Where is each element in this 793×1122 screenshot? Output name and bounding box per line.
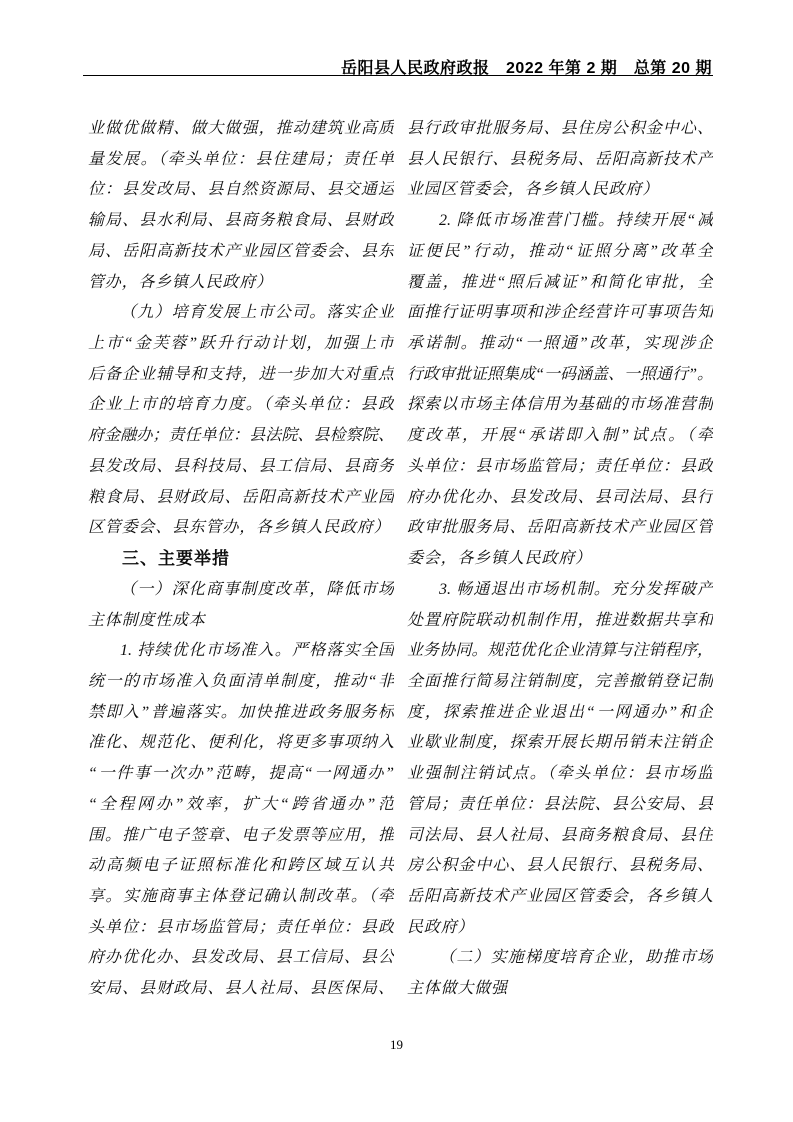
- section-heading-line: 三、主要举措: [122, 549, 230, 569]
- text-line: 位：县发改局、县自然资源局、县交通运: [88, 181, 394, 199]
- text-line: 围。推广电子签章、电子发票等应用，推: [88, 826, 394, 844]
- text-line: 管局；责任单位：县法院、县公安局、县: [407, 795, 713, 813]
- gazette-header-title: 岳阳县人民政府政报 2022 年第 2 期 总第 20 期: [340, 60, 712, 77]
- text-line: 管办，各乡镇人民政府）: [88, 273, 273, 291]
- text-line: 探索以市场主体信用为基础的市场准营制: [407, 396, 713, 414]
- text-line: 业务协同。规范优化企业清算与注销程序，: [407, 642, 713, 660]
- text-line: 岳阳高新技术产业园区管委会，各乡镇人: [407, 887, 713, 905]
- text-line: 府办优化办、县发改局、县工信局、县公: [88, 949, 394, 967]
- text-line: 区管委会、县东管办，各乡镇人民政府）: [88, 519, 391, 537]
- page-number: 19: [390, 1037, 403, 1052]
- text-line: 民政府）: [407, 918, 475, 936]
- text-line: 主体做大做强: [407, 980, 508, 998]
- text-line: 后备企业辅导和支持，进一步加大对重点: [88, 365, 394, 383]
- text-line: 享。实施商事主体登记确认制改革。（牵: [88, 887, 394, 905]
- text-line: 统一的市场准入负面清单制度，推动“非: [88, 672, 394, 690]
- text-line: 政审批服务局、岳阳高新技术产业园区管: [407, 519, 713, 537]
- text-line: （九）培育发展上市公司。落实企业: [120, 304, 394, 322]
- text-line: 度改革，开展“承诺即入制”试点。（牵: [407, 427, 713, 445]
- text-line: 面推行证明事项和涉企经营许可事项告知: [407, 304, 713, 322]
- text-line: 业园区管委会，各乡镇人民政府）: [407, 181, 660, 199]
- text-line: 禁即入”普遍落实。加快推进政务服务标: [88, 703, 394, 721]
- text-line: （一）深化商事制度改革，降低市场: [120, 580, 394, 598]
- header-rule: [83, 75, 713, 76]
- text-line: 处置府院联动机制作用，推进数据共享和: [407, 611, 713, 629]
- text-line: 县人民银行、县税务局、岳阳高新技术产: [407, 150, 713, 168]
- text-line: “一件事一次办”范畴，提高“一网通办”: [88, 765, 394, 783]
- text-line: 县行政审批服务局、县住房公积金中心、: [407, 120, 713, 137]
- text-line: 局、岳阳高新技术产业园区管委会、县东: [88, 242, 394, 260]
- text-line: 1. 持续优化市场准入。严格落实全国: [120, 642, 394, 660]
- text-line: 度，探索推进企业退出“一网通办”和企: [407, 703, 713, 721]
- text-line: 司法局、县人社局、县商务粮食局、县住: [407, 826, 713, 844]
- text-columns: [88, 114, 713, 1005]
- text-line: 房公积金中心、县人民银行、县税务局、: [407, 857, 713, 875]
- text-line: 粮食局、县财政局、岳阳高新技术产业园: [88, 488, 394, 506]
- text-line: 安局、县财政局、县人社局、县医保局、: [88, 980, 394, 998]
- text-line: 行政审批证照集成“一码涵盖、一照通行”。: [407, 365, 713, 383]
- text-line: 准化、规范化、便利化，将更多事项纳入: [88, 734, 394, 752]
- text-line: （二）实施梯度培育企业，助推市场: [439, 949, 713, 967]
- text-line: 府金融办；责任单位：县法院、县检察院、: [88, 427, 394, 445]
- text-line: 覆盖，推进“照后减证”和简化审批，全: [407, 273, 713, 291]
- text-line: 县发改局、县科技局、县工信局、县商务: [88, 457, 394, 475]
- text-line: 头单位：县市场监管局；责任单位：县政: [407, 457, 713, 475]
- text-line: 府办优化办、县发改局、县司法局、县行: [407, 488, 713, 506]
- text-line: 企业上市的培育力度。（牵头单位：县政: [88, 396, 394, 414]
- column-right: [407, 114, 713, 1005]
- text-line: “全程网办”效率，扩大“跨省通办”范: [88, 795, 394, 813]
- text-line: 上市“金芙蓉”跃升行动计划，加强上市: [88, 335, 394, 353]
- text-line: 量发展。（牵头单位：县住建局；责任单: [88, 150, 394, 168]
- text-line: 头单位：县市场监管局；责任单位：县政: [88, 918, 394, 936]
- text-line: 输局、县水利局、县商务粮食局、县财政: [88, 212, 394, 230]
- text-line: 动高频电子证照标准化和跨区域互认共: [88, 857, 394, 875]
- text-line: 业做优做精、做大做强，推动建筑业高质: [88, 120, 394, 137]
- column-left: [88, 114, 394, 1005]
- text-line: 承诺制。推动“一照通”改革，实现涉企: [407, 335, 713, 353]
- text-line: 委会，各乡镇人民政府）: [407, 550, 592, 568]
- text-line: 业歇业制度，探索开展长期吊销未注销企: [407, 734, 713, 752]
- text-line: 全面推行简易注销制度，完善撤销登记制: [407, 672, 713, 690]
- text-line: 2. 降低市场准营门槛。持续开展“减: [439, 212, 713, 230]
- text-line: 主体制度性成本: [88, 611, 206, 629]
- text-line: 3. 畅通退出市场机制。充分发挥破产: [439, 580, 713, 598]
- text-line: 业强制注销试点。（牵头单位：县市场监: [407, 765, 713, 783]
- text-line: 证便民”行动，推动“证照分离”改革全: [407, 242, 713, 260]
